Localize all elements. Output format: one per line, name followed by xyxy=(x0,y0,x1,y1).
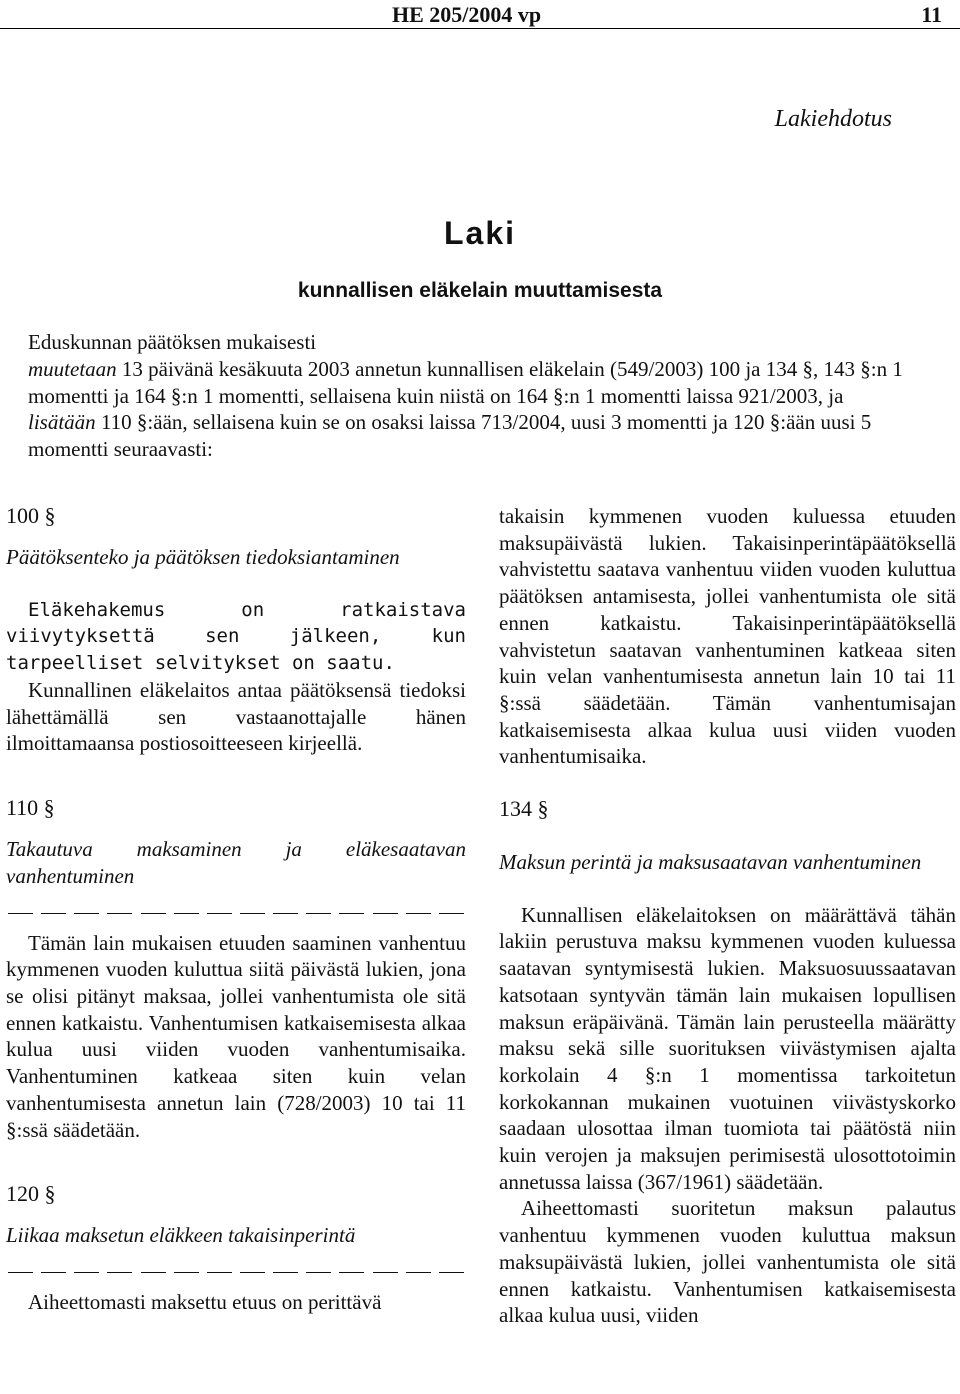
add-keyword: lisätään xyxy=(28,410,96,435)
continued-paragraph: takaisin kymmenen vuoden kuluessa etuuden maksupäivästä lukien. Takaisinperintäpäätöksellä vahvistettu saatava vanhentuu viiden vuoden kuluttua päätöksen antamisesta, jollei vanhentumista ole sitä ennen katkaistu. Takaisinperintäpäätöksellä vahvistetun saatavan vanhentuminen katkeaa siten kuin velan vanhentumisesta annetun lain 10 tai 11 §:ssä säädetään. Tämän vanhentumisajan katkaisemisesta alkaa kulua uusi viiden vuoden vanhentumisaika. xyxy=(499,504,956,769)
section-120-paragraph: Aiheettomasti maksettu etuus on perittävä xyxy=(28,1289,382,1314)
law-subtitle: kunnallisen eläkelain muuttamisesta xyxy=(297,279,663,302)
section-120-title: Liikaa maksetun eläkkeen takaisinperintä xyxy=(6,1222,356,1247)
document-id: HE 205/2004 vp xyxy=(392,2,542,27)
law-title: Laki xyxy=(443,215,517,251)
section-134-number: 134 § xyxy=(499,796,549,822)
section-110-paragraph: Tämän lain mukaisen etuuden saaminen vanhentuu kymmenen vuoden kuluttua siitä päivästä lukien, jona se olisi pitänyt maksaa, jollei vanhentumista ole sitä ennen katkaistu. Vanhentumisen katkaisemisesta alkaa kulua uusi viiden vuoden vanhentumisaika. Vanhentuminen katkeaa siten kuin velan vanhentumisesta annetun lain (728/2003) 10 tai 11 §:ssä säädetään. xyxy=(6,930,466,1142)
amend-keyword: muutetaan xyxy=(28,356,117,381)
preamble-add xyxy=(6,409,956,463)
section-134-paragraph: Kunnallisen eläkelaitoksen on määrättävä tähän lakiin perustuva maksu kymmenen vuoden kuluessa saatavan syntymisestä lukien. Maksuosuussaatavan katsotaan syntyvän tämän lain mukaisen lopullisen maksun eräpäivänä. Tämän lain perusteella määrätty maksu sekä sille suorituksen viivästymisen ajalta korkolain 4 §:n 1 momentissa tarkoitetun korkokannan mukainen vuotuinen viivästyskorko saadaan ulosottaa ilman tuomiota tai päätöstä niin kuin verojen ja maksujen perimisestä ulosottotoimin annetussa laissa (367/1961) säädetään. xyxy=(499,902,956,1194)
amend-text: 13 päivänä kesäkuuta 2003 annetun kunnallisen eläkelain (549/2003) 100 ja 134 §, 143 §:n 1 momentti ja 164 §:n 1 momentti, sellaisena kuin niistä on 164 §:n 1 momentti laissa 921/2003, ja xyxy=(28,356,903,408)
document-label: Lakiehdotus xyxy=(774,106,892,132)
preamble xyxy=(6,329,956,463)
section-120-number: 120 § xyxy=(6,1181,56,1207)
section-100-paragraph: Eläkehakemus on ratkaistava viivytyksettä sen jälkeen, kun tarpeelliset selvitykset on saatu. xyxy=(6,598,466,675)
preamble-line: Eduskunnan päätöksen mukaisesti xyxy=(28,330,317,354)
add-text: 110 §:ään, sellaisena kuin se on osaksi laissa 713/2004, uusi 3 momentti ja 120 §:ään uusi 5 momentti seuraavasti: xyxy=(28,410,872,462)
right-column xyxy=(499,503,956,1329)
page-number: 11 xyxy=(921,2,942,27)
omission-line xyxy=(6,1263,466,1283)
section-134-title: Maksun perintä ja maksusaatavan vanhentuminen xyxy=(499,849,922,874)
section-110-number: 110 § xyxy=(6,794,55,820)
section-134-paragraph: Aiheettomasti suoritetun maksun palautus vanhentuu kymmenen vuoden kuluttua maksun maksupäivästä lukien, jollei vanhentumista ole sitä ennen katkaistu. Vanhentumisen katkaisemisesta alkaa kulua uusi, viiden xyxy=(499,1196,956,1328)
section-110-title: Takautuva maksaminen ja eläkesaatavan vanhentuminen xyxy=(6,836,466,888)
left-column xyxy=(6,503,466,1316)
page-header xyxy=(0,2,960,29)
section-100-title: Päätöksenteko ja päätöksen tiedoksiantaminen xyxy=(6,544,400,569)
omission-line xyxy=(6,904,466,924)
section-100-paragraph: Kunnallinen eläkelaitos antaa päätöksensä tiedoksi lähettämällä sen vastaanottajalle hänen ilmoittamaansa postiosoitteeseen kirjeellä. xyxy=(6,677,466,756)
preamble-amend xyxy=(6,356,956,410)
section-100-number: 100 § xyxy=(6,503,56,528)
